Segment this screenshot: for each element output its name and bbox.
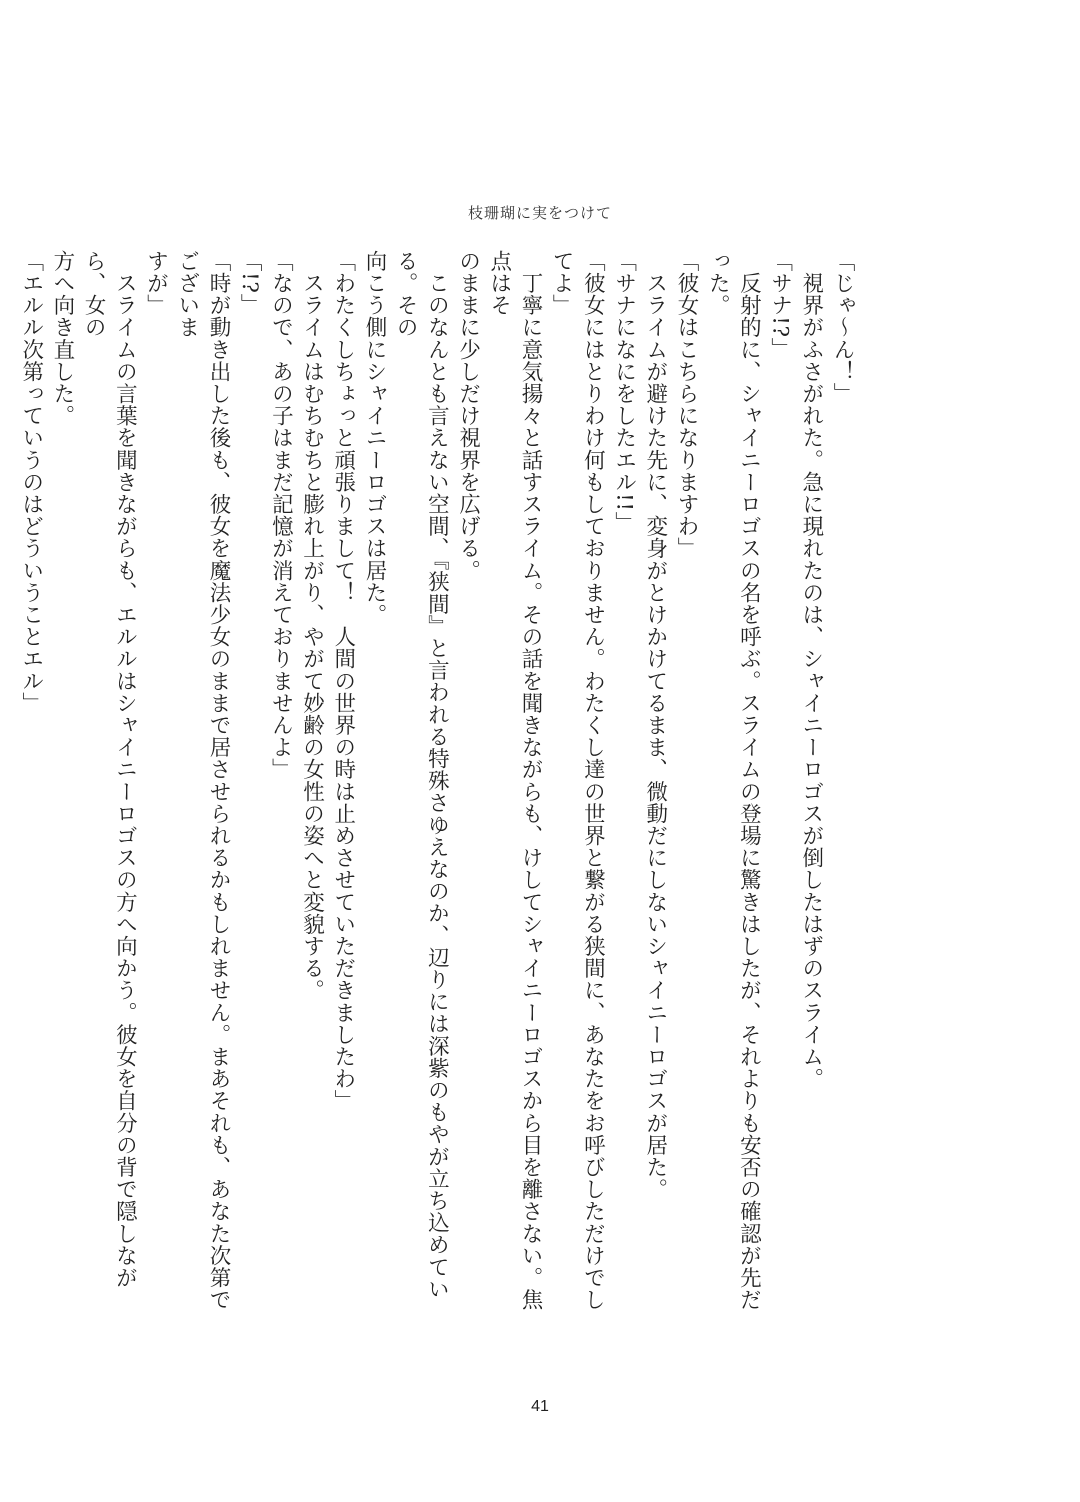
text-line: 「サナになにをしたエル!!」 xyxy=(611,250,637,534)
text-line: 丁寧に意気揚々と話すスライム。その話を聞きながらも、けしてシャイニーロゴスから目を離さない。焦点はそ xyxy=(486,250,543,1311)
body-text xyxy=(18,250,858,1330)
text-line: 視界がふさがれた。急に現れたのは、シャイニーロゴスが倒したはずのスライム。 xyxy=(798,250,824,1090)
text-line: このなんとも言えない空間、『狭間』と言われる特殊さゆえなのか、辺りには深紫のもやが立ち込めている。その xyxy=(393,250,450,1301)
text-line: すが」 xyxy=(143,250,169,317)
text-line: 「彼女にはとりわけ何もしておりません。わたくし達の世界と繋がる狭間に、あなたをお呼びしただけでしてよ」 xyxy=(549,250,606,1311)
text-line: 「エルル次第っていうのはどういうことエル」 xyxy=(18,250,44,715)
text-line: のままに少しだけ視界を広げる。 xyxy=(455,250,481,582)
text-line: 向こう側にシャイニーロゴスは居た。 xyxy=(361,250,387,626)
text-line: 方へ向き直した。 xyxy=(49,250,75,427)
text-line: スライムが避けた先に、変身がとけかけてるまま、微動だにしないシャイニーロゴスが居た。 xyxy=(642,250,668,1201)
text-line: 「わたくしちょっと頑張りまして！ 人間の世界の時は止めさせていただきましたわ」 xyxy=(330,250,356,1112)
text-line: スライムの言葉を聞きながらも、エルルはシャイニーロゴスの方へ向かう。彼女を自分の背で隠しながら、女の xyxy=(81,250,138,1289)
text-line: 「サナ!?」 xyxy=(767,250,793,360)
text-line: スライムはむちむちと膨れ上がり、やがて妙齢の女性の姿へと変貌する。 xyxy=(299,250,325,1002)
text-line: 「!?」 xyxy=(237,250,263,316)
text-line: 「彼女はこちらになりますわ」 xyxy=(673,250,699,560)
running-head: 枝珊瑚に実をつけて xyxy=(467,204,612,222)
text-line: 「時が動き出した後も、彼女を魔法少女のままで居させられるかもしれません。まあそれも、あなた次第でございま xyxy=(174,250,231,1311)
text-line: 「なので、あの子はまだ記憶が消えておりませんよ」 xyxy=(268,250,294,781)
page-number: 41 xyxy=(531,1398,549,1415)
text-line: 「じゃ〜ん！」 xyxy=(830,250,855,405)
text-line: 反射的に、シャイニーロゴスの名を呼ぶ。スライムの登場に驚きはしたが、それよりも安否の確認が先だった。 xyxy=(705,250,762,1311)
